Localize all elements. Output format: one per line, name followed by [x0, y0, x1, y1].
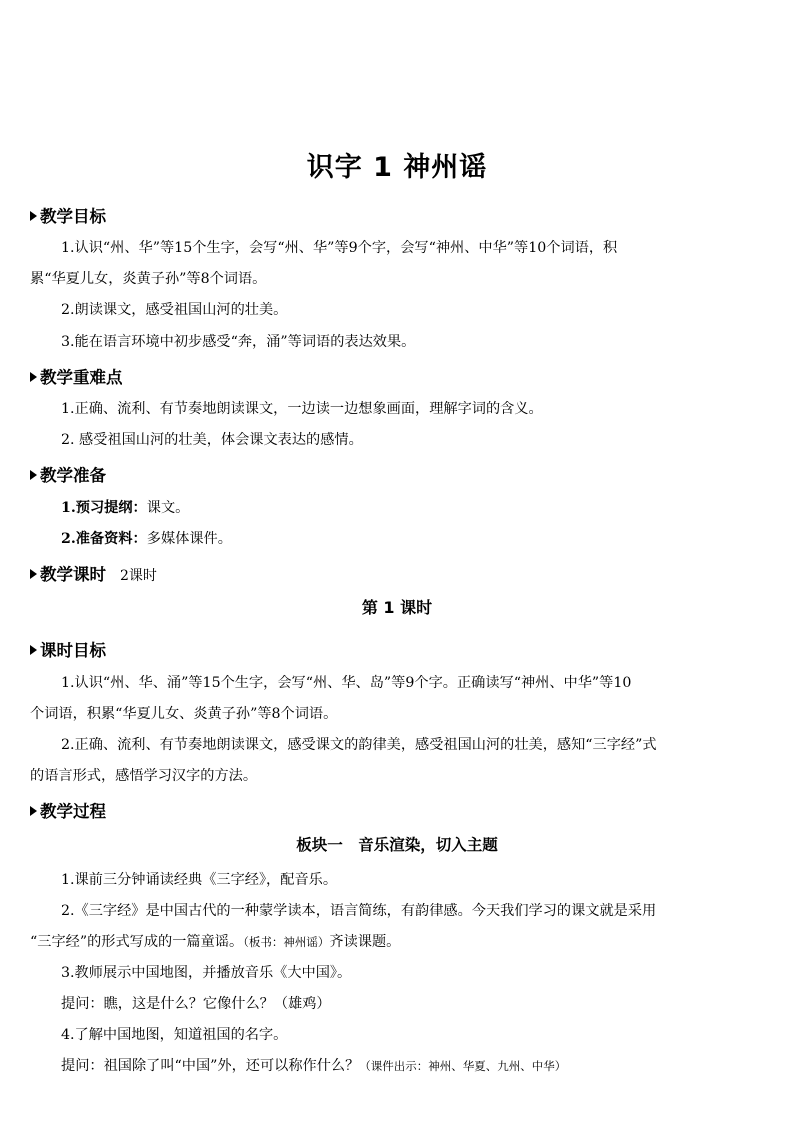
- document-title: 识字 1 神州谣: [306, 152, 488, 183]
- process-line: 4.了解中国地图，知道祖国的名字。: [61, 1027, 288, 1043]
- process-line: 1.课前三分钟诵读经典《三字经》，配音乐。: [61, 872, 338, 888]
- section-heading-goals: 教学目标: [30, 203, 106, 227]
- lesson-goal-line: 1.认识“州、华、涌”等15个生字，会写“州、华、岛”等9个字。正确读写“神州、中华”等10: [61, 675, 632, 691]
- section-heading-lesson-goals: 课时目标: [30, 637, 106, 661]
- preparation-item: 1.预习提纲：课文。: [61, 500, 190, 516]
- section-heading-key-points: 教学重难点: [30, 364, 123, 388]
- lesson-goal-line: 的语言形式，感悟学习汉字的方法。: [30, 768, 258, 784]
- triangle-bullet-icon: [30, 470, 37, 480]
- process-line: 2.《三字经》是中国古代的一种蒙学读本，语言简练，有韵律感。今天我们学习的课文就是采用: [61, 903, 657, 919]
- triangle-bullet-icon: [30, 806, 37, 816]
- goal-line: 2.朗读课文，感受祖国山河的壮美。: [61, 302, 288, 318]
- process-line: “三字经”的形式写成的一篇童谣。（板书：神州谣）齐读课题。: [30, 934, 401, 950]
- process-line: 3.教师展示中国地图，并播放音乐《大中国》。: [61, 965, 352, 981]
- triangle-bullet-icon: [30, 211, 37, 221]
- process-line: 提问：祖国除了叫“中国”外，还可以称作什么？（课件出示：神州、华夏、九州、中华）: [61, 1058, 567, 1074]
- section-heading-process: 教学过程: [30, 798, 106, 822]
- lesson-goal-line: 2.正确、流利、有节奏地朗读课文，感受课文的韵律美，感受祖国山河的壮美，感知“三字经”式: [61, 737, 657, 753]
- goal-line: 累“华夏儿女，炎黄子孙”等8个词语。: [30, 271, 267, 287]
- goal-line: 3.能在语言环境中初步感受“奔，涌”等词语的表达效果。: [61, 334, 416, 350]
- courseware-note: （课件出示：神州、华夏、九州、中华）: [359, 1059, 567, 1073]
- key-point-line: 2. 感受祖国山河的壮美，体会课文表达的感情。: [61, 432, 363, 448]
- hours-value: 2课时: [120, 568, 157, 584]
- process-line: 提问：瞧，这是什么？它像什么？（雄鸡）: [61, 996, 331, 1012]
- section-heading-hours: 教学课时 2课时: [30, 561, 157, 585]
- block-title: 板块一 音乐渲染，切入主题: [296, 836, 498, 854]
- triangle-bullet-icon: [30, 569, 37, 579]
- preparation-item: 2.准备资料：多媒体课件。: [61, 531, 232, 547]
- section-heading-preparation: 教学准备: [30, 462, 106, 486]
- lesson-goal-line: 个词语，积累“华夏儿女、炎黄子孙”等8个词语。: [30, 706, 338, 722]
- lesson-title: 第 1 课时: [361, 598, 433, 617]
- goal-line: 1.认识“州、华”等15个生字，会写“州、华”等9个字，会写“神州、中华”等10个词语，积: [61, 240, 618, 256]
- blackboard-note: （板书：神州谣）: [243, 935, 330, 949]
- key-point-line: 1.正确、流利、有节奏地朗读课文，一边读一边想象画面，理解字词的含义。: [61, 401, 543, 417]
- triangle-bullet-icon: [30, 645, 37, 655]
- triangle-bullet-icon: [30, 372, 37, 382]
